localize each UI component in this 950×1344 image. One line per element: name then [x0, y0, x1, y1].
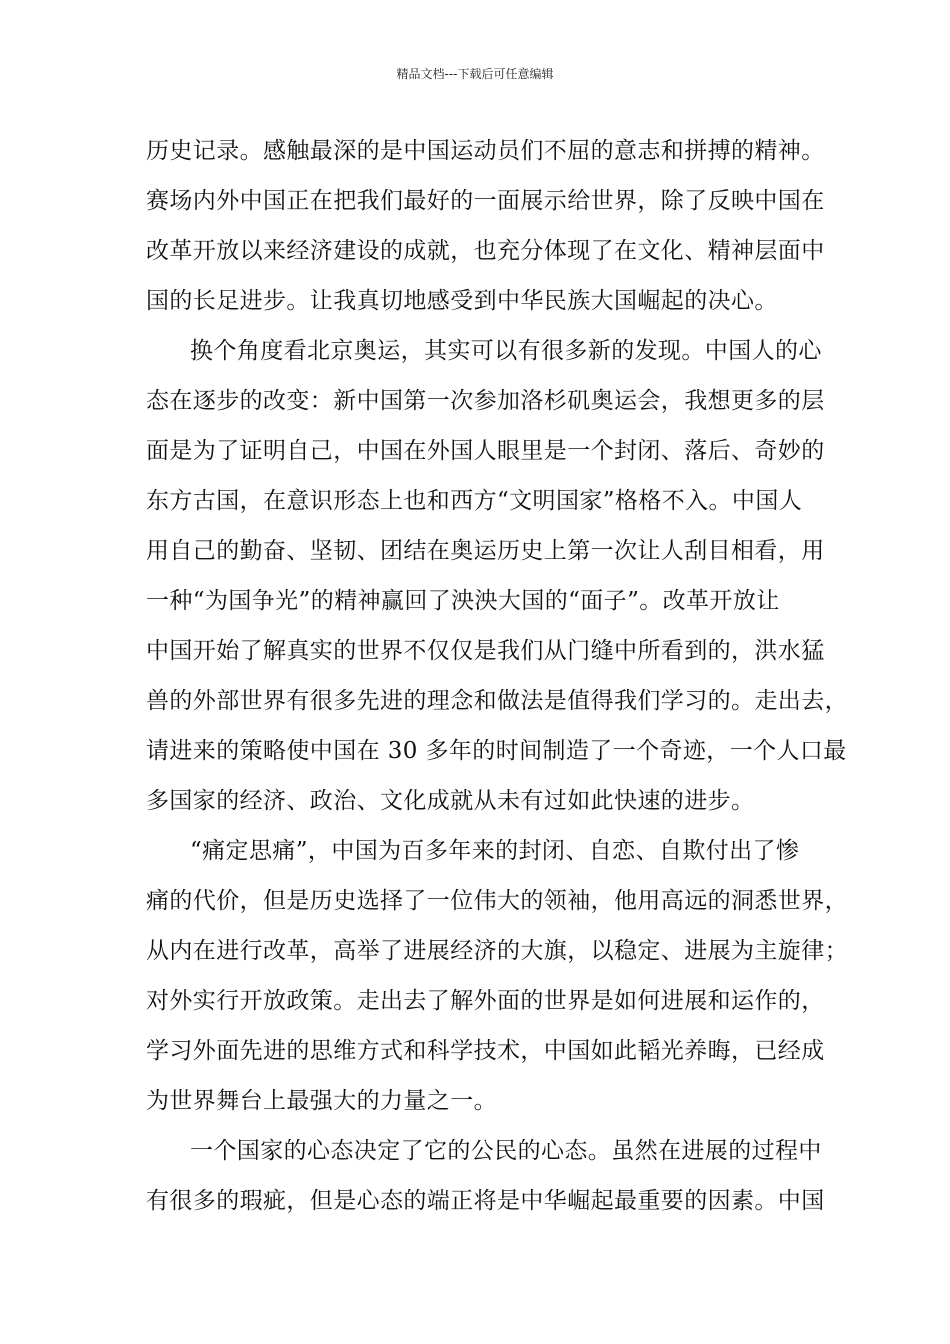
paragraph-line: 国的长足进步。让我真切地感受到中华民族大国崛起的决心。 [146, 288, 778, 314]
paragraph-line: 有很多的瑕疵，但是心态的端正将是中华崛起最重要的因素。中国 [146, 1188, 825, 1214]
paragraph-line: 态在逐步的改变：新中国第一次参加洛杉矶奥运会，我想更多的层 [146, 388, 825, 414]
paragraph-line: 兽的外部世界有很多先进的理念和做法是值得我们学习的。走出去， [146, 688, 848, 714]
paragraph-line: 改革开放以来经济建设的成就，也充分体现了在文化、精神层面中 [146, 238, 825, 264]
paragraph-line: 痛的代价，但是历史选择了一位伟大的领袖，他用高远的洞悉世界， [146, 888, 848, 914]
paragraph-line: 历史记录。感触最深的是中国运动员们不屈的意志和拼搏的精神。 [146, 138, 825, 164]
paragraph-line: 为世界舞台上最强大的力量之一。 [146, 1088, 497, 1114]
paragraph-line: 请进来的策略使中国在 30 多年的时间制造了一个奇迹，一个人口最 [146, 738, 847, 764]
paragraph-line: 一种“为国争光”的精神赢回了泱泱大国的“面子”。改革开放让 [146, 588, 780, 614]
paragraph-first-line: “痛定思痛”，中国为百多年来的封闭、自恋、自欺付出了惨 [190, 838, 800, 864]
paragraph-line: 从内在进行改革，高举了进展经济的大旗，以稳定、进展为主旋律； [146, 938, 848, 964]
paragraph-line: 多国家的经济、政治、文化成就从未有过如此快速的进步。 [146, 788, 755, 814]
paragraph-line: 东方古国，在意识形态上也和西方“文明国家”格格不入。中国人 [146, 488, 803, 514]
page-header: 精品文档---下载后可任意编辑 [396, 67, 554, 81]
paragraph-line: 中国开始了解真实的世界不仅仅是我们从门缝中所看到的，洪水猛 [146, 638, 825, 664]
paragraph-first-line: 一个国家的心态决定了它的公民的心态。虽然在进展的过程中 [190, 1138, 822, 1164]
paragraph-line: 对外实行开放政策。走出去了解外面的世界是如何进展和运作的， [146, 988, 825, 1014]
paragraph-line: 用自己的勤奋、坚韧、团结在奥运历史上第一次让人刮目相看，用 [146, 538, 825, 564]
paragraph-first-line: 换个角度看北京奥运，其实可以有很多新的发现。中国人的心 [190, 338, 822, 364]
paragraph-line: 学习外面先进的思维方式和科学技术，中国如此韬光养晦，已经成 [146, 1038, 825, 1064]
paragraph-line: 面是为了证明自己，中国在外国人眼里是一个封闭、落后、奇妙的 [146, 438, 825, 464]
paragraph-line: 赛场内外中国正在把我们最好的一面展示给世界，除了反映中国在 [146, 188, 825, 214]
